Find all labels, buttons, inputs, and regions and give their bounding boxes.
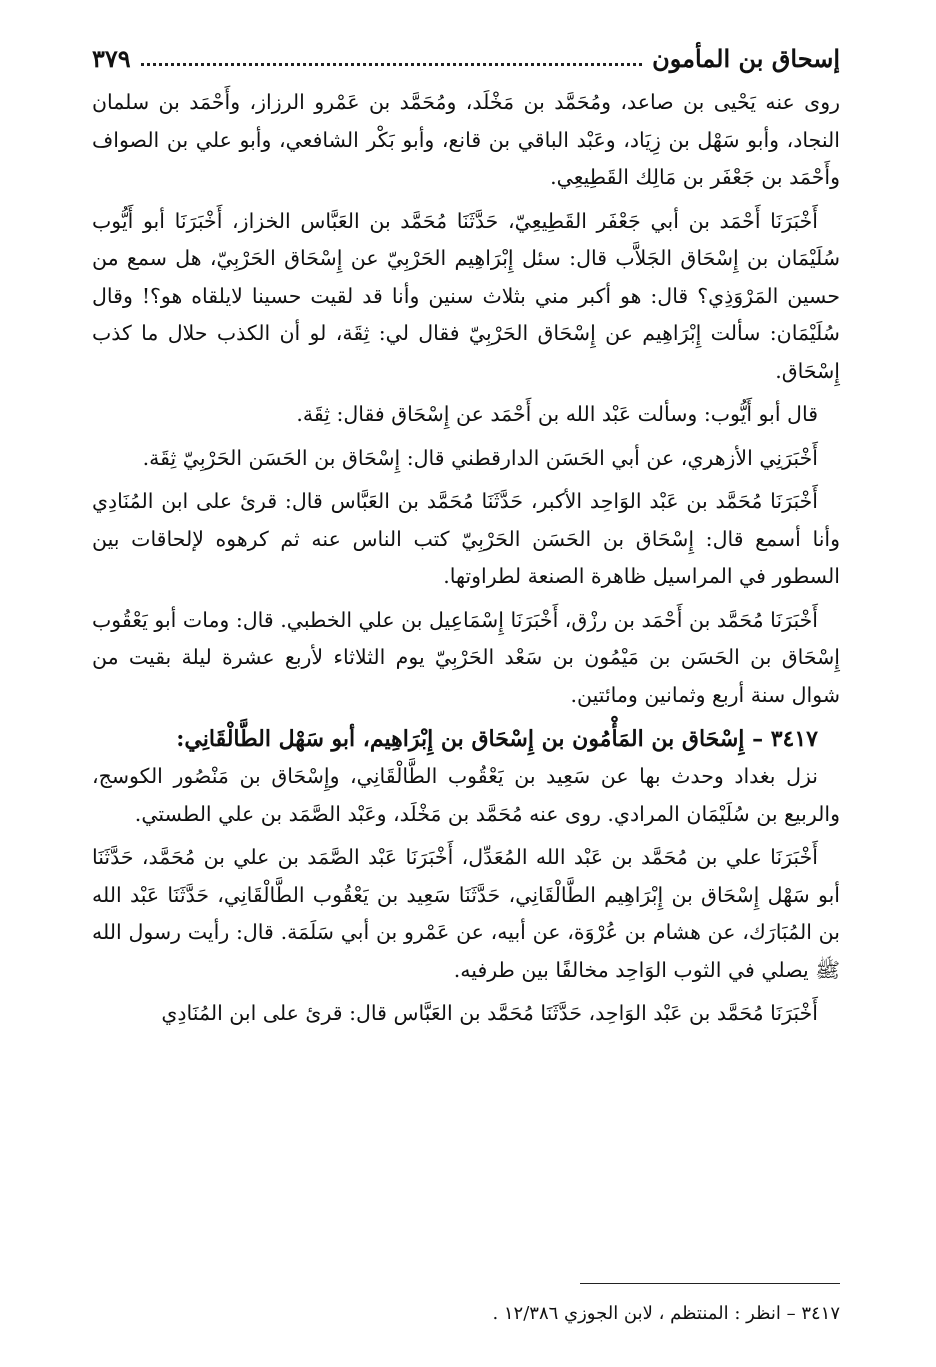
header-leader-dots — [141, 51, 642, 66]
running-header — [92, 38, 840, 78]
paragraph-7: نزل بغداد وحدث بها عن سَعِيد بن يَعْقُوب الطَّالْقَانِي، وإِسْحَاق بن مَنْصُور الكوسج، والربيع بن سُلَيْمَان المرادي. روى عنه مُحَمَّد بن مَخْلَد، وعَبْد الصَّمَد بن علي الطستي. — [92, 764, 840, 826]
paragraph-6: أَخْبَرَنَا مُحَمَّد بن أَحْمَد بن رزْق، أَخْبَرَنَا إِسْمَاعِيل بن علي الخطبي. قال: ومات أبو يَعْقُوب إِسْحَاق بن الحَسَن بن مَيْمُون بن سَعْد الحَرْبِيّ يوم الثلاثاء لأربع عشرة ليلة بقيت من شوال سنة أربع وثمانين ومائتين. — [92, 607, 840, 707]
footnote: ٣٤١٧ – انظر : المنتظم ، لابن الجوزي ١٢/٣٨٦ . — [492, 1303, 840, 1324]
paragraph-1: روى عنه يَحْيى بن صاعد، ومُحَمَّد بن مَخْلَد، ومُحَمَّد بن عَمْرو الرزاز، وأَحْمَد بن سلمان النجاد، وأبو سَهْل بن زِيَاد، وعَبْد الباقي بن قانع، وأبو بَكْر الشافعي، وأبو علي بن الصواف وأَحْمَد بن جَعْفَر بن مَالِك القَطِيعِي. — [92, 90, 840, 189]
paragraph-5: أَخْبَرَنَا مُحَمَّد بن عَبْد الوَاحِد الأكبر، حَدَّثَنَا مُحَمَّد بن العَبَّاس قال: قرئ على ابن المُنَادِي وأنا أسمع قال: إِسْحَاق بن الحَسَن الحَرْبِيّ كتب الناس عنه ثم كرهوه لإلحاقات بين السطور في المراسيل ظاهرة الصنعة لطراوتها. — [92, 489, 840, 588]
paragraph-9: أَخْبَرَنَا مُحَمَّد بن عَبْد الوَاحِد، حَدَّثَنَا مُحَمَّد بن العَبَّاس قال: قرئ على ابن المُنَادِي — [161, 1001, 818, 1025]
paragraph-4: أَخْبَرَنِي الأزهري، عن أبي الحَسَن الدارقطني قال: إِسْحَاق بن الحَسَن الحَرْبِيّ ثِقَة. — [142, 445, 818, 470]
header-title: إسحاق بن المأمون — [652, 43, 840, 73]
footnote-separator — [580, 1283, 840, 1284]
page-number: ٣٧٩ — [92, 43, 131, 73]
entry-heading: ٣٤١٧ – إِسْحَاق بن المَأْمُون بن إِسْحَاق بن إِبْرَاهِيم، أبو سَهْل الطَّالْقَانِي: — [176, 726, 818, 752]
paragraph-2: أَخْبَرَنَا أَحْمَد بن أبي جَعْفَر القَطِيعِيّ، حَدَّثَنَا مُحَمَّد بن العَبَّاس الخزاز، أَخْبَرَنَا أبو أَيُّوب سُلَيْمَان بن إِسْحَاق الجَلاَّب قال: سئل إِبْرَاهِيم الحَرْبِيّ عن إِسْحَاق الحَرْبِيّ، هل سمع من حسين المَرْوَذِي؟ قال: هو أكبر مني بثلاث سنين وأنا قد لقيت حسينا لايلقاه هو؟! وقال سُلَيْمَان: سألت إِبْرَاهِيم عن إِسْحَاق الحَرْبِيّ فقال لي: ثِقَة، لو أن الكذب حلال ما كذب إِسْحَاق. — [92, 208, 840, 383]
paragraph-8: أَخْبَرَنَا علي بن مُحَمَّد بن عَبْد الله المُعَدِّل، أَخْبَرَنَا عَبْد الصَّمَد بن علي بن مُحَمَّد، حَدَّثَنَا أبو سَهْل إِسْحَاق بن إِبْرَاهِيم الطَّالْقَانِي، حَدَّثَنَا سَعِيد بن يَعْقُوب الطَّالْقَانِي، حَدَّثَنَا عَبْد الله بن المُبَارَك، عن هشام بن عُرْوَة، عن أبيه، عن عَمْرو بن أبي سَلَمَة. قال: رأيت رسول الله ﷺ يصلي في الثوب الوَاحِد مخالفًا بين طرفيه. — [92, 845, 840, 982]
paragraph-3: قال أبو أَيُّوب: وسألت عَبْد الله بن أَحْمَد عن إِسْحَاق فقال: ثِقَة. — [296, 402, 818, 426]
page-body — [92, 84, 840, 1039]
